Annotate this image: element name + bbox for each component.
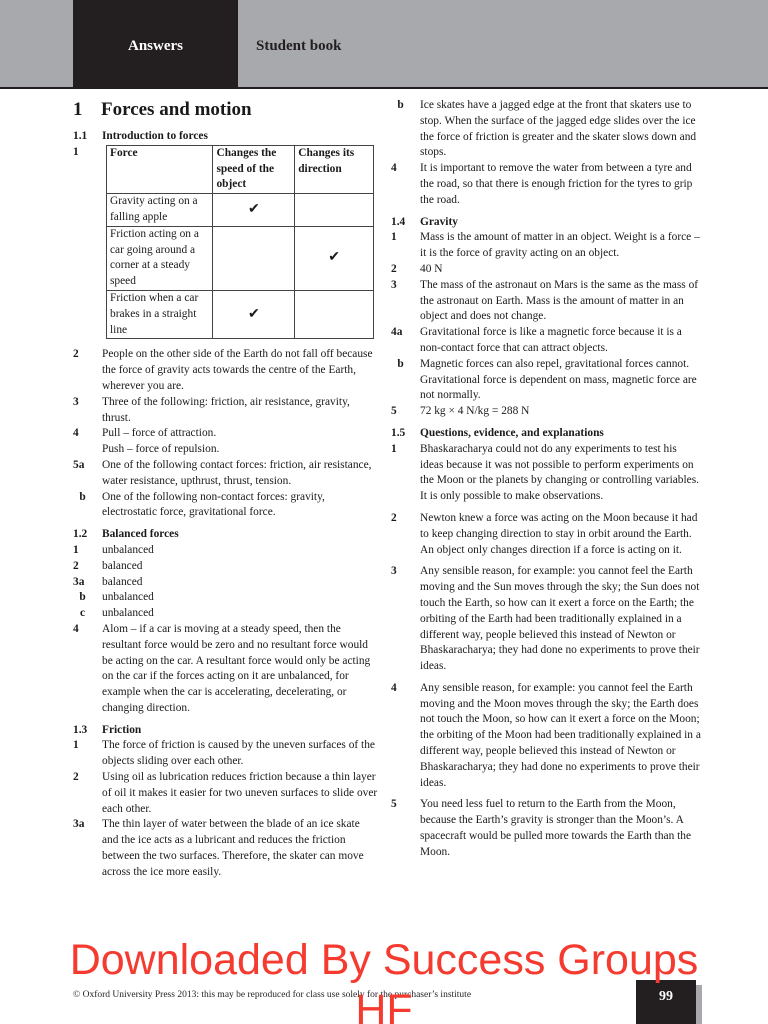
table-header: Changes its direction — [295, 145, 374, 193]
question: 3 Three of the following: friction, air resistance, gravity, thrust. — [73, 395, 350, 424]
question: 5a One of the following contact forces: friction, air resistance, water resistance, upthrust, thrust, tension. — [73, 458, 372, 487]
header-divider — [0, 87, 768, 89]
question: b Magnetic forces can also repel, gravitational forces cannot. Gravitational force is dependent on mass, magnetic force are not normally. — [397, 357, 697, 402]
left-column — [73, 98, 378, 881]
table-cell: Friction when a car brakes in a straight line — [107, 290, 213, 338]
section-heading: 1.3 Friction — [73, 723, 142, 736]
question: 4a Gravitational force is like a magnetic force because it is a non-contact force that can attract objects. — [391, 326, 682, 354]
question: 5 You need less fuel to return to the Earth from the Moon, because the Earth’s gravity is stronger than the Moon’s. A spacecraft would be pulled more towards the Earth than the Moon. — [391, 798, 692, 858]
section-heading: 1.5 Questions, evidence, and explanations — [391, 426, 604, 439]
question: 5 72 kg × 4 N/kg = 288 N — [391, 405, 530, 418]
question: 1 Mass is the amount of matter in an object. Weight is a force – it is the force of gravity acting on an object. — [391, 231, 700, 260]
watermark-line: Downloaded By Success Groups — [69, 936, 699, 984]
question: 1 The force of friction is caused by the uneven surfaces of the objects sliding over each other. — [73, 739, 375, 768]
table-header: Force — [107, 145, 213, 193]
question: b One of the following non-contact forces: gravity, electrostatic force, gravitational force. — [79, 490, 325, 519]
forces-table — [106, 145, 374, 340]
tick-mark — [295, 194, 374, 227]
question: 4 Any sensible reason, for example: you cannot feel the Earth moving and the Moon moves through the sky; the Earth does not touch the Moon, so how can it exert a force on the Moon; the orbiting of the Moon had been traditionally explained in a different way, people believed this instead of Newton or Bhaskaracharya; they had done no experiments to prove their ideas. — [391, 681, 701, 789]
question: 3 Any sensible reason, for example: you cannot feel the Earth moving and the Sun moves through the sky; the Sun does not touch the Earth, so how can it exert a force on the Earth; the orbiting of the Earth had been traditionally explained in a different way, people believed this instead of Newton or Bhaskaracharya; they had done no experiments to prove their ideas. — [391, 565, 700, 673]
watermark-line: HF — [355, 986, 413, 1024]
table-cell: Friction acting on a car going around a corner at a steady speed — [107, 226, 213, 290]
table-cell: Gravity acting on a falling apple — [107, 194, 213, 227]
question: 4 Pull – force of attraction. Push – force of repulsion. — [73, 427, 220, 456]
table-row — [107, 226, 374, 290]
question: 2 Newton knew a force was acting on the Moon because it had to keep changing direction to stay in orbit around the Earth. An object only changes direction if a force is acting on it. — [391, 511, 698, 556]
page-number: 99 — [636, 980, 696, 1024]
question: 3 The mass of the astronaut on Mars is the same as the mass of the astronaut on Earth. Mass is the amount of matter in an object and does not change. — [391, 278, 699, 323]
table-row — [107, 290, 374, 338]
table-header-row — [107, 145, 374, 193]
table-row — [107, 194, 374, 227]
question: 1 unbalanced — [73, 543, 154, 556]
tick-mark: ✔ — [295, 226, 374, 290]
question: c unbalanced — [79, 607, 154, 620]
question: 3a The thin layer of water between the blade of an ice skate and the ice acts as a lubricant and reduces the friction between the two surfaces. Therefore, the skater can move across the ice more easily. — [73, 818, 364, 878]
tick-mark — [295, 290, 374, 338]
tick-mark: ✔ — [213, 290, 295, 338]
question: 2 40 N — [391, 262, 443, 275]
question: b unbalanced — [79, 591, 154, 604]
section-heading: 1.2 Balanced forces — [73, 528, 179, 541]
section-heading: 1.1 Introduction to forces — [73, 130, 208, 142]
section-heading: 1.4 Gravity — [391, 215, 458, 228]
tick-mark: ✔ — [213, 194, 295, 227]
question: 2 balanced — [73, 559, 143, 572]
question: b Ice skates have a jagged edge at the front that skaters use to stop. When the surface of the jagged edge slides over the ice the force of friction is greater and the skater slows down and stops. — [397, 99, 697, 159]
tick-mark — [213, 226, 295, 290]
question: 4 Alom – if a car is moving at a steady speed, then the resultant force would be zero and no resultant force would be acting on the car. A resultant force would only be acting on the car if the forces acting on it are unbalanced, for example when the car is accelerating, decelerating, or changing direction. — [73, 622, 371, 714]
question: 2 Using oil as lubrication reduces friction because a thin layer of oil it makes it easier for two uneven surfaces to slide over each other. — [73, 771, 378, 815]
question: 4 It is important to remove the water from between a tyre and the road, so that there is enough friction for the tyres to grip the road. — [391, 162, 693, 206]
question: 1 Force Changes the speed of the object Changes its direction Gravity acting on a falling apple ✔ Friction acting on a car going around a corner at a steady speed ✔ Friction when a car brakes in a straight line ✔ — [73, 145, 378, 348]
question: 1 Bhaskaracharya could not do any experiments to test his ideas because it was not possible to perform experiments on the Moon or the planets by changing or controlling variables. It is only possible to make observations. — [391, 442, 700, 503]
header-section-label: Answers — [128, 38, 183, 54]
table-header: Changes the speed of the object — [213, 145, 295, 193]
right-column — [391, 98, 703, 861]
question: 2 People on the other side of the Earth do not fall off because the force of gravity acts towards the centre of the Earth, wherever you are. — [73, 348, 373, 392]
header-book-label: Student book — [256, 38, 342, 54]
copyright-footer: © Oxford University Press 2013: this may be reproduced for class use solely for the purchaser’s institute — [73, 990, 472, 1000]
question: 3a balanced — [73, 575, 143, 588]
chapter-title: 1 Forces and motion — [73, 99, 252, 120]
